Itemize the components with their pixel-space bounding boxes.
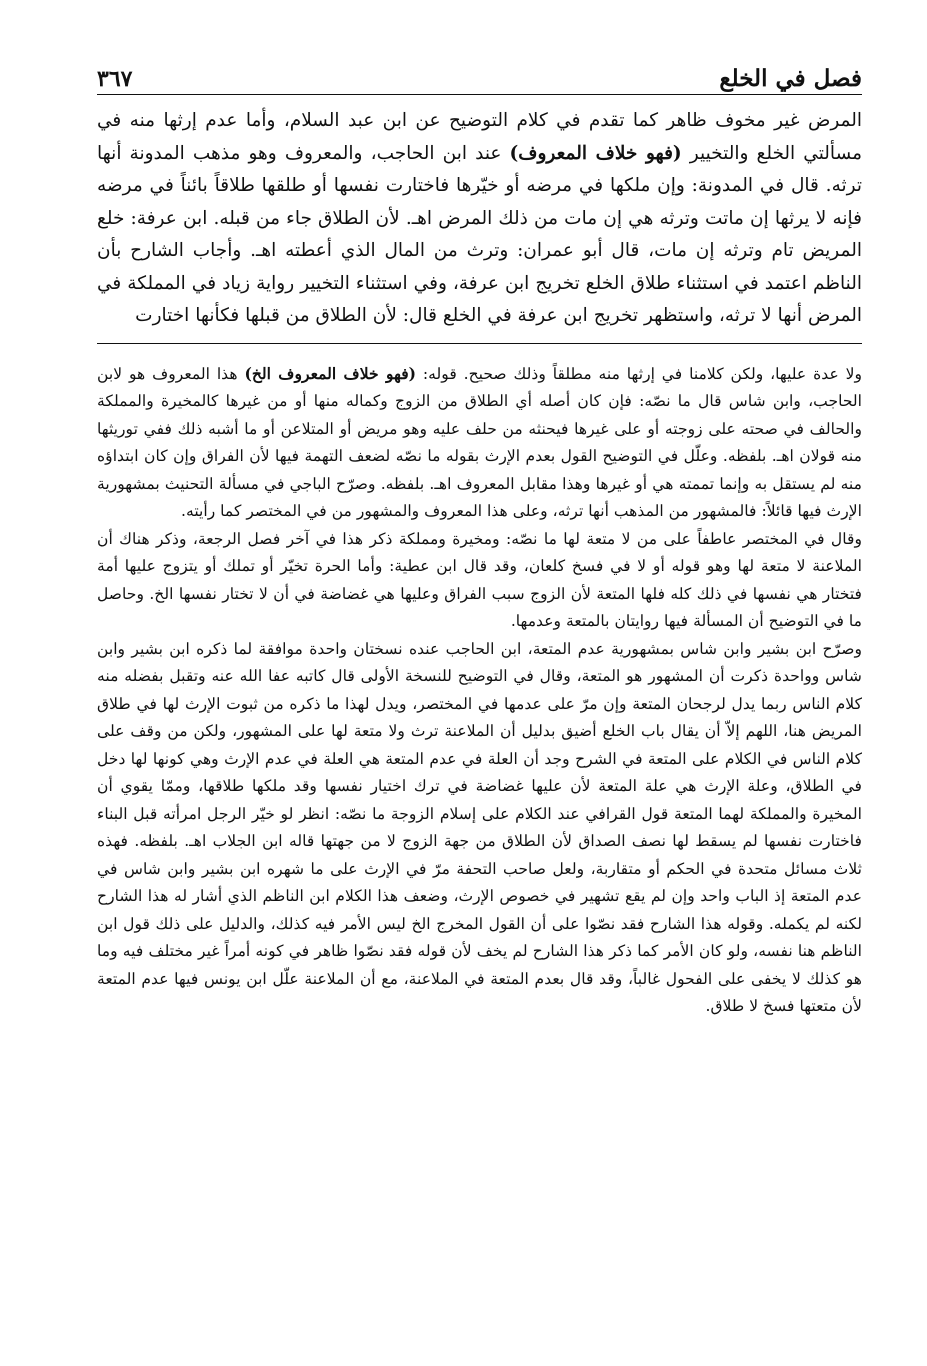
commentary-text: [97, 360, 862, 1021]
bold-quote: (فهو خلاف المعروف الخ): [244, 363, 417, 383]
book-page: [97, 52, 862, 1332]
main-text-segment: عند ابن الحاجب، والمعروف وهو مذهب المدونة أنها ترثه. قال في المدونة: وإن ملكها في مرضه أو خيّرها فاختارت نفسها أو طلقها طلاقاً بائناً في مرضه فإنه لا يرثها إن ماتت وترثه هي إن مات من ذلك المرض اهـ. لأن الطلاق جاء من قبله. ابن عرفة: خلع المريض تام وترثه إن مات، قال أبو عمران: وترث من المال الذي أعطته اهـ. وأجاب الشارح بأن الناظم اعتمد في استثناء طلاق الخلع تخريج ابن عرفة، وفي استثناء التخيير رواية زياد في المملكة في المرض أنها لا ترثه، واستظهر تخريج ابن عرفة في الخلع قال: لأن الطلاق من قبلها فكأنها اختارت: [97, 142, 862, 326]
main-text: [97, 105, 862, 333]
commentary-paragraph: [97, 360, 862, 526]
bold-quote: (فهو خلاف المعروف): [509, 142, 682, 164]
commentary-segment: هذا المعروف هو لابن الحاجب، وابن شاس قال ما نصّه: فإن كان أصله أي الطلاق من الزوج وكماله منها أو من غيرها كالمخيرة والمملكة والحالف في صحته على زوجته أو على غيرها فيحنثه من حلف عليه وهو مريض أو المتلاعن أو ما أشبه ذلك ففي توريثها منه قولان اهـ. بلفظه. وعلّل في التوضيح القول بعدم الإرث بقوله ما نصّه لضعف التهمة فيها لأن الفراق وإن كان ابتداؤه منه لم يستقل به وإنما تممته هي أو غيرها وهذا مقابل المعروف اهـ. بلفظه. وصرّح الباجي في مسألة التحنيث بمشهورية الإرث فيها قائلاً: فالمشهور من المذهب أنها ترثه، وعلى هذا المعروف والمشهور من في المختصر كما رأيته.: [97, 364, 862, 520]
footnote-divider: [97, 343, 862, 344]
commentary-segment: ولا عدة عليها، ولكن كلامنا في إرثها منه مطلقاً وذلك صحيح. قوله:: [416, 364, 863, 383]
main-text-segment: المرض غير مخوف ظاهر كما تقدم في كلام التوضيح عن ابن عبد السلام، وأما عدم إرثها منه في مسألتي الخلع والتخيير: [97, 110, 862, 164]
page-number: ٣٦٧: [97, 66, 133, 92]
commentary-paragraph: وصرّح ابن بشير وابن شاس بمشهورية عدم المتعة، ابن الحاجب عنده نسختان واحدة موافقة لما ذكره ابن بشير وابن شاس وواحدة ذكرت أن المشهور هو المتعة، وقال في التوضيح للنسخة الأولى قال كاتبه عفا الله عنه وتقبل بفضله منه كلام الناس ربما يدل لرجحان المتعة وإن مرّ على عدمها في المختصر، ويدل لهذا ما ذكره من ثبوت الإرث لها في طلاق المريض هنا، اللهم إلاّ أن يقال باب الخلع أضيق بدليل أن الملاعنة ترث ولا متعة لها على المشهور، ولكن من وقف على كلام الناس في الكلام على المتعة في الشرح وجد أن العلة في عدم المتعة هي العلة في عدم الإرث وهي كونها لها دخل في الطلاق، وعلة الإرث هي علة المتعة لأن عليها غضاضة في ترك اختيار نفسها وقد ملكها طلاقها، وممّا يقوي أن المخيرة والمملكة لهما المتعة قول القرافي عند الكلام على إسلام الزوجة ما نصّه: انظر لو خيّر الرجل امرأته قبل البناء فاختارت نفسها لم يسقط لها نصف الصداق لأن الطلاق من جهة الزوج لا من جهتها قاله ابن الجلاب اهـ. بلفظه. فهذه ثلاث مسائل متحدة في الحكم أو متقاربة، ولعل صاحب التحفة مرّ في الإرث على ما شهره ابن بشير وابن شاس في عدم المتعة إذ الباب واحد وإن لم يقع تشهير في خصوص الإرث، وضعف هذا الكلام ابن الناظم الذي أشار له هذا الشارح لكنه لم يكمله. وقوله هذا الشارح فقد نصّوا على أن القول المخرج الخ ليس الأمر فيه كذلك، والدليل على ذلك قول ابن الناظم هنا نفسه، ولو كان الأمر كما ذكر هذا الشارح لم يخف لأن قوله فقد نصّوا ظاهر في كونه أمراً غير مختلف فيه وما هو كذلك لا يخفى على الفحول غالباً، وقد قال بعدم المتعة في الملاعنة، مع أن الملاعنة علّل ابن يونس فيها عدم المتعة لأن متعتها فسخ لا طلاق.: [97, 639, 862, 1015]
main-paragraph: [97, 105, 862, 333]
page-header: [97, 52, 862, 95]
commentary-paragraph: وقال في المختصر عاطفاً على من لا متعة لها ما نصّه: ومخيرة ومملكة ذكر هذا في آخر فصل الرجعة، وذكر هناك أن الملاعنة لا متعة لها وهو قوله أو لا في فسخ كلعان، وقد قال ابن عطية: وأما الحرة تخيّر أو تملك أو يتزوج عليها أمة فتختار هي نفسها في ذلك كله فلها المتعة لأن الزوج سبب الفراق وعليها هي غضاضة في أن لا تختار نفسها الخ. وحاصل ما في التوضيح أن المسألة فيها روايتان بالمتعة وعدمها.: [97, 529, 862, 630]
chapter-title: فصل في الخلع: [719, 65, 862, 92]
